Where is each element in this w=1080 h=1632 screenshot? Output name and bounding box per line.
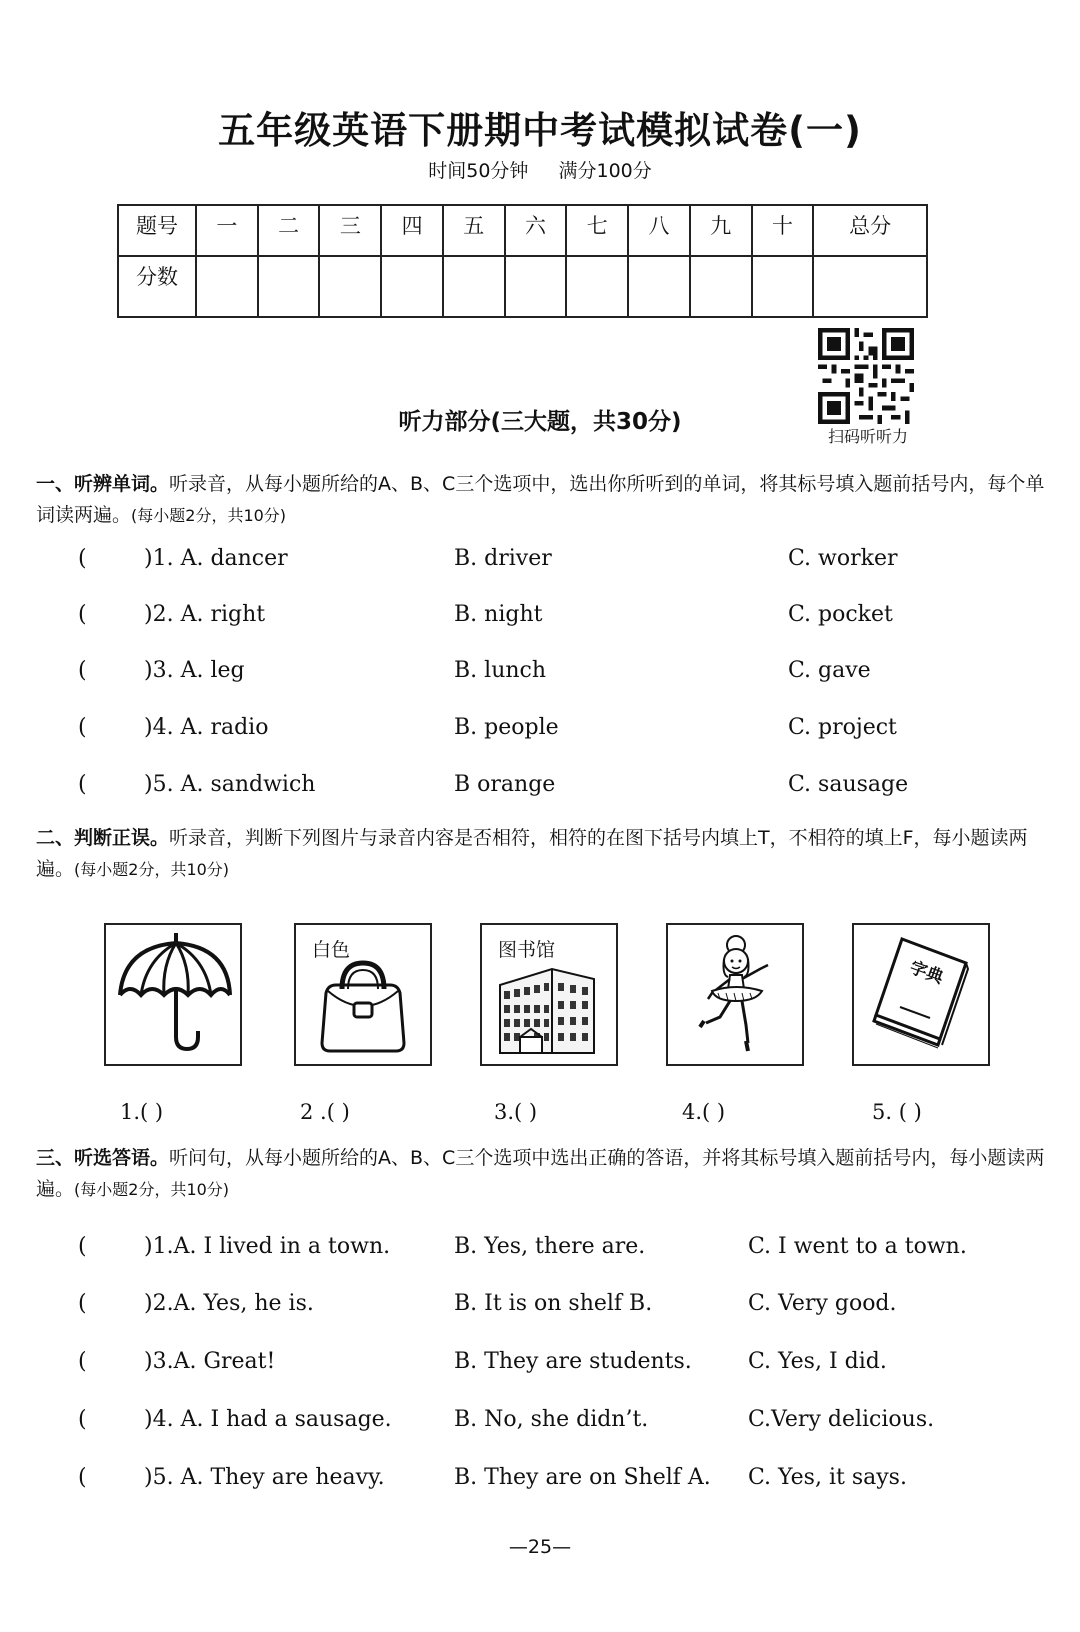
picture-label: 字典 xyxy=(907,957,946,989)
part3-option-c: C.Very delicious. xyxy=(748,1407,935,1432)
part3-option-a: )3.A. Great! xyxy=(144,1349,276,1374)
part1-instructions xyxy=(36,469,1056,531)
part3-option-a: )2.A. Yes, he is. xyxy=(144,1291,314,1316)
part1-option-b: B. night xyxy=(454,602,543,627)
part1-option-c: C. pocket xyxy=(788,602,893,627)
picture-1 xyxy=(104,923,242,1066)
page-number: —25— xyxy=(508,1536,572,1558)
score-blank-cell[interactable] xyxy=(381,256,443,317)
time-limit: 时间50分钟 xyxy=(428,160,529,182)
part2-instructions xyxy=(36,823,1056,885)
dancer-girl-icon xyxy=(668,925,802,1064)
part1-item xyxy=(0,602,1080,636)
score-table-cell: 五 xyxy=(443,205,505,256)
picture-label: 白色 xyxy=(312,939,351,961)
score-table-cell: 十 xyxy=(752,205,814,256)
part2-answer-blank[interactable]: 1.( ) xyxy=(120,1100,164,1124)
answer-bracket[interactable]: ( xyxy=(78,715,87,740)
score-blank-cell[interactable] xyxy=(752,256,814,317)
part3-item xyxy=(0,1291,1080,1325)
umbrella-icon xyxy=(106,925,240,1064)
part1-heading: 一、听辨单词。 xyxy=(36,473,170,495)
part1-option-b: B. lunch xyxy=(454,658,547,683)
answer-bracket[interactable]: ( xyxy=(78,1407,87,1432)
part2-heading: 二、判断正误。 xyxy=(36,827,170,849)
part3-option-a: )1.A. I lived in a town. xyxy=(144,1234,391,1259)
score-table-cell: 分数 xyxy=(118,256,196,317)
part1-item xyxy=(0,658,1080,692)
part3-option-b: B. It is on shelf B. xyxy=(454,1291,653,1316)
part2-answer-blank[interactable]: 2 .( ) xyxy=(300,1100,350,1124)
score-blank-cell[interactable] xyxy=(319,256,381,317)
score-table-header-row xyxy=(118,205,927,256)
part3-item xyxy=(0,1234,1080,1268)
part1-points: (每小题2分，共10分) xyxy=(131,506,287,525)
score-blank-cell[interactable] xyxy=(505,256,567,317)
part3-points: (每小题2分，共10分) xyxy=(74,1180,230,1199)
library-building-icon xyxy=(482,925,616,1064)
part1-option-b: B. driver xyxy=(454,546,552,571)
part3-option-a: )4. A. I had a sausage. xyxy=(144,1407,392,1432)
part3-option-a: )5. A. They are heavy. xyxy=(144,1465,385,1490)
part1-option-c: C. sausage xyxy=(788,772,909,797)
part1-option-c: C. worker xyxy=(788,546,898,571)
score-blank-cell[interactable] xyxy=(443,256,505,317)
listening-section-header: 听力部分(三大题，共30分) xyxy=(398,409,682,435)
answer-bracket[interactable]: ( xyxy=(78,772,87,797)
part1-option-a: )1. A. dancer xyxy=(144,546,288,571)
picture-label: 图书馆 xyxy=(498,939,556,961)
part3-option-c: C. Very good. xyxy=(748,1291,897,1316)
part1-option-a: )2. A. right xyxy=(144,602,266,627)
score-blank-cell[interactable] xyxy=(813,256,927,317)
answer-bracket[interactable]: ( xyxy=(78,658,87,683)
picture-5 xyxy=(852,923,990,1066)
part3-item xyxy=(0,1349,1080,1383)
part1-option-a: )5. A. sandwich xyxy=(144,772,316,797)
answer-bracket[interactable]: ( xyxy=(78,546,87,571)
part1-option-b: B orange xyxy=(454,772,556,797)
part3-heading: 三、听选答语。 xyxy=(36,1147,170,1169)
picture-3 xyxy=(480,923,618,1066)
score-table xyxy=(117,204,928,318)
answer-bracket[interactable]: ( xyxy=(78,1349,87,1374)
answer-bracket[interactable]: ( xyxy=(78,1291,87,1316)
part1-item xyxy=(0,546,1080,580)
part3-item xyxy=(0,1465,1080,1499)
score-table-cell: 三 xyxy=(319,205,381,256)
part1-option-a: )3. A. leg xyxy=(144,658,245,683)
part1-option-c: C. gave xyxy=(788,658,871,683)
part3-option-c: C. Yes, I did. xyxy=(748,1349,887,1374)
part1-item xyxy=(0,772,1080,806)
part3-instructions xyxy=(36,1143,1056,1205)
score-table-cell: 总分 xyxy=(813,205,927,256)
score-blank-cell[interactable] xyxy=(196,256,258,317)
score-table-cell: 题号 xyxy=(118,205,196,256)
part3-option-b: B. They are on Shelf A. xyxy=(454,1465,711,1490)
answer-bracket[interactable]: ( xyxy=(78,1234,87,1259)
full-score: 满分100分 xyxy=(558,160,652,182)
score-table-cell: 八 xyxy=(628,205,690,256)
part3-option-c: C. Yes, it says. xyxy=(748,1465,907,1490)
score-table-cell: 四 xyxy=(381,205,443,256)
answer-bracket[interactable]: ( xyxy=(78,1465,87,1490)
part3-text: 听问句，从每小题所给的A、B、C三个选项中选出正确的答语，并将其标号填入题前括号内，每小题读两遍。 xyxy=(36,1147,1045,1200)
part1-option-a: )4. A. radio xyxy=(144,715,269,740)
score-table-score-row xyxy=(118,256,927,317)
qr-caption: 扫码听听力 xyxy=(827,427,908,446)
bag-icon xyxy=(296,925,430,1064)
part1-option-c: C. project xyxy=(788,715,897,740)
score-table-cell: 六 xyxy=(505,205,567,256)
score-blank-cell[interactable] xyxy=(628,256,690,317)
dictionary-icon xyxy=(854,925,988,1064)
part3-item xyxy=(0,1407,1080,1441)
part1-text: 听录音，从每小题所给的A、B、C三个选项中，选出你所听到的单词，将其标号填入题前括号内，每个单词读两遍。 xyxy=(36,473,1045,526)
picture-4 xyxy=(666,923,804,1066)
score-blank-cell[interactable] xyxy=(690,256,752,317)
score-blank-cell[interactable] xyxy=(258,256,320,317)
part2-answer-blank[interactable]: 3.( ) xyxy=(494,1100,538,1124)
answer-bracket[interactable]: ( xyxy=(78,602,87,627)
exam-subtitle xyxy=(0,156,1080,183)
score-table-cell: 九 xyxy=(690,205,752,256)
part2-points: (每小题2分，共10分) xyxy=(74,860,230,879)
score-blank-cell[interactable] xyxy=(566,256,628,317)
part1-item xyxy=(0,715,1080,749)
picture-2 xyxy=(294,923,432,1066)
part2-answer-blank[interactable]: 4.( ) xyxy=(682,1100,726,1124)
part2-text: 听录音，判断下列图片与录音内容是否相符，相符的在图下括号内填上T，不相符的填上F，每小题读两遍。 xyxy=(36,827,1028,880)
exam-title: 五年级英语下册期中考试模拟试卷(一) xyxy=(218,109,862,152)
score-table-cell: 七 xyxy=(566,205,628,256)
score-table-cell: 二 xyxy=(258,205,320,256)
part3-option-b: B. No, she didn’t. xyxy=(454,1407,649,1432)
part2-answer-blank[interactable]: 5. ( ) xyxy=(872,1100,922,1124)
part3-option-b: B. They are students. xyxy=(454,1349,692,1374)
part3-option-b: B. Yes, there are. xyxy=(454,1234,646,1259)
part1-option-b: B. people xyxy=(454,715,559,740)
part3-option-c: C. I went to a town. xyxy=(748,1234,967,1259)
score-table-cell: 一 xyxy=(196,205,258,256)
